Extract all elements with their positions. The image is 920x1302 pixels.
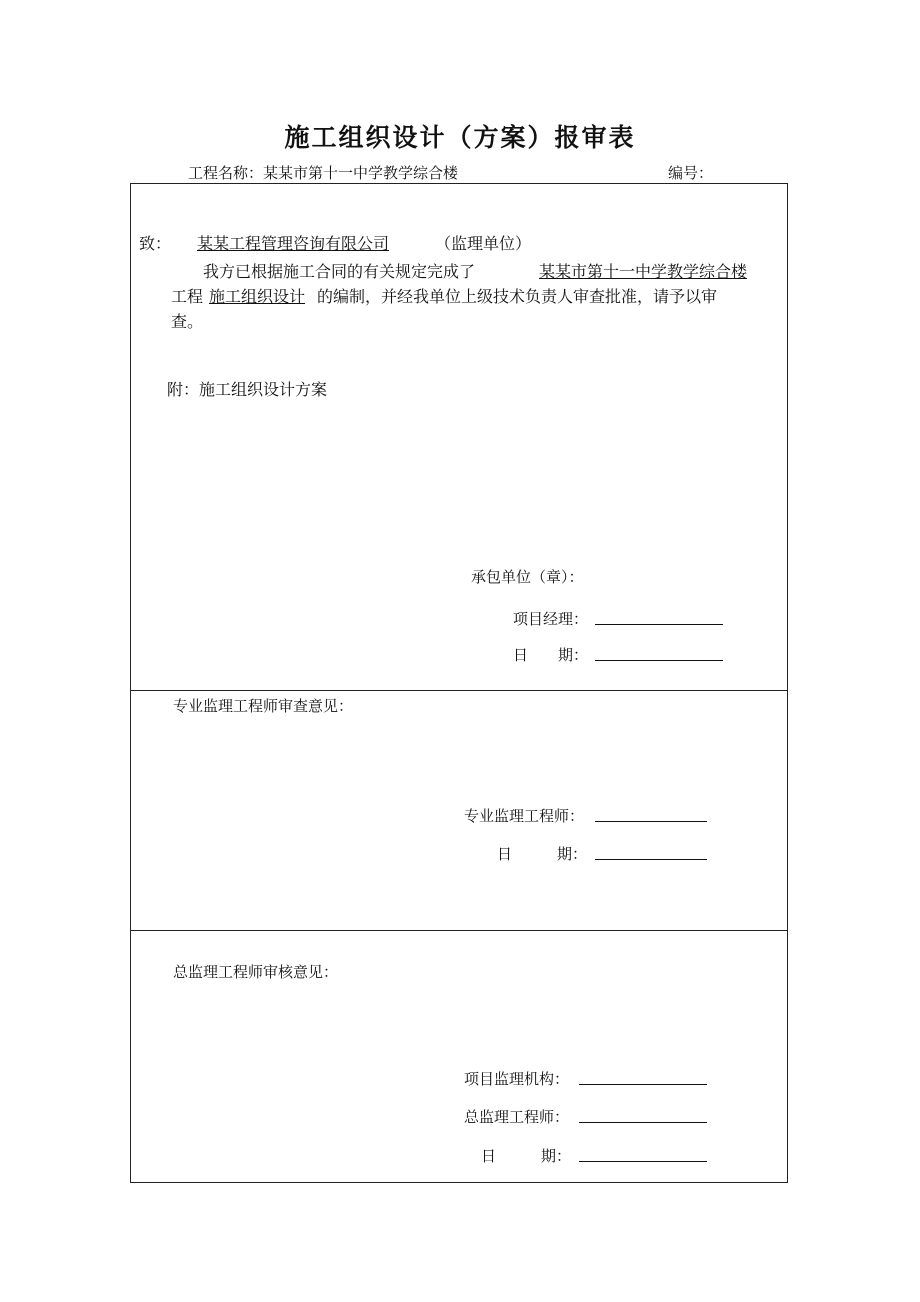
serial-number-label: 编号： xyxy=(668,164,714,182)
body-document-name: 施工组织设计 xyxy=(209,287,306,306)
engineer-signature-line[interactable] xyxy=(595,821,707,822)
project-manager-signature-line[interactable] xyxy=(595,624,723,625)
date-signature-line[interactable] xyxy=(595,660,723,661)
supervision-unit-name: 某某工程管理咨询有限公司 xyxy=(197,234,390,253)
contractor-label: 承包单位（章）： xyxy=(471,568,584,586)
date-label: 日 期： xyxy=(513,646,589,664)
body-line2-prefix: 工程 xyxy=(171,287,204,306)
chief-engineer-line[interactable] xyxy=(579,1122,707,1123)
form-table xyxy=(130,183,788,1183)
chief-engineer-label: 总监理工程师： xyxy=(464,1108,570,1126)
supervision-org-line[interactable] xyxy=(579,1084,707,1085)
body-line3: 查。 xyxy=(171,312,204,331)
engineer-review-heading: 专业监理工程师审查意见： xyxy=(173,697,354,715)
section-divider xyxy=(131,690,787,691)
chief-review-heading: 总监理工程师审核意见： xyxy=(173,963,339,981)
body-text-prefix: 我方已根据施工合同的有关规定完成了 xyxy=(203,262,476,281)
supervision-org-label: 项目监理机构： xyxy=(464,1070,570,1088)
engineer-date-label: 日 期： xyxy=(497,845,588,863)
body-line2-suffix: 的编制，并经我单位上级技术负责人审查批准，请予以审 xyxy=(317,287,718,306)
to-label: 致： xyxy=(139,234,172,253)
project-manager-label: 项目经理： xyxy=(513,610,589,628)
engineer-date-line[interactable] xyxy=(595,859,707,860)
project-name: 工程名称：某某市第十一中学教学综合楼 xyxy=(188,164,459,182)
attachment-note: 附：施工组织设计方案 xyxy=(167,380,328,399)
form-title: 施工组织设计（方案）报审表 xyxy=(284,123,636,152)
chief-date-label: 日 期： xyxy=(481,1147,572,1165)
chief-date-line[interactable] xyxy=(579,1161,707,1162)
supervision-unit-role: （监理单位） xyxy=(435,234,532,253)
body-project-name: 某某市第十一中学教学综合楼 xyxy=(539,262,748,281)
section-divider xyxy=(131,930,787,931)
engineer-label: 专业监理工程师： xyxy=(464,807,585,825)
